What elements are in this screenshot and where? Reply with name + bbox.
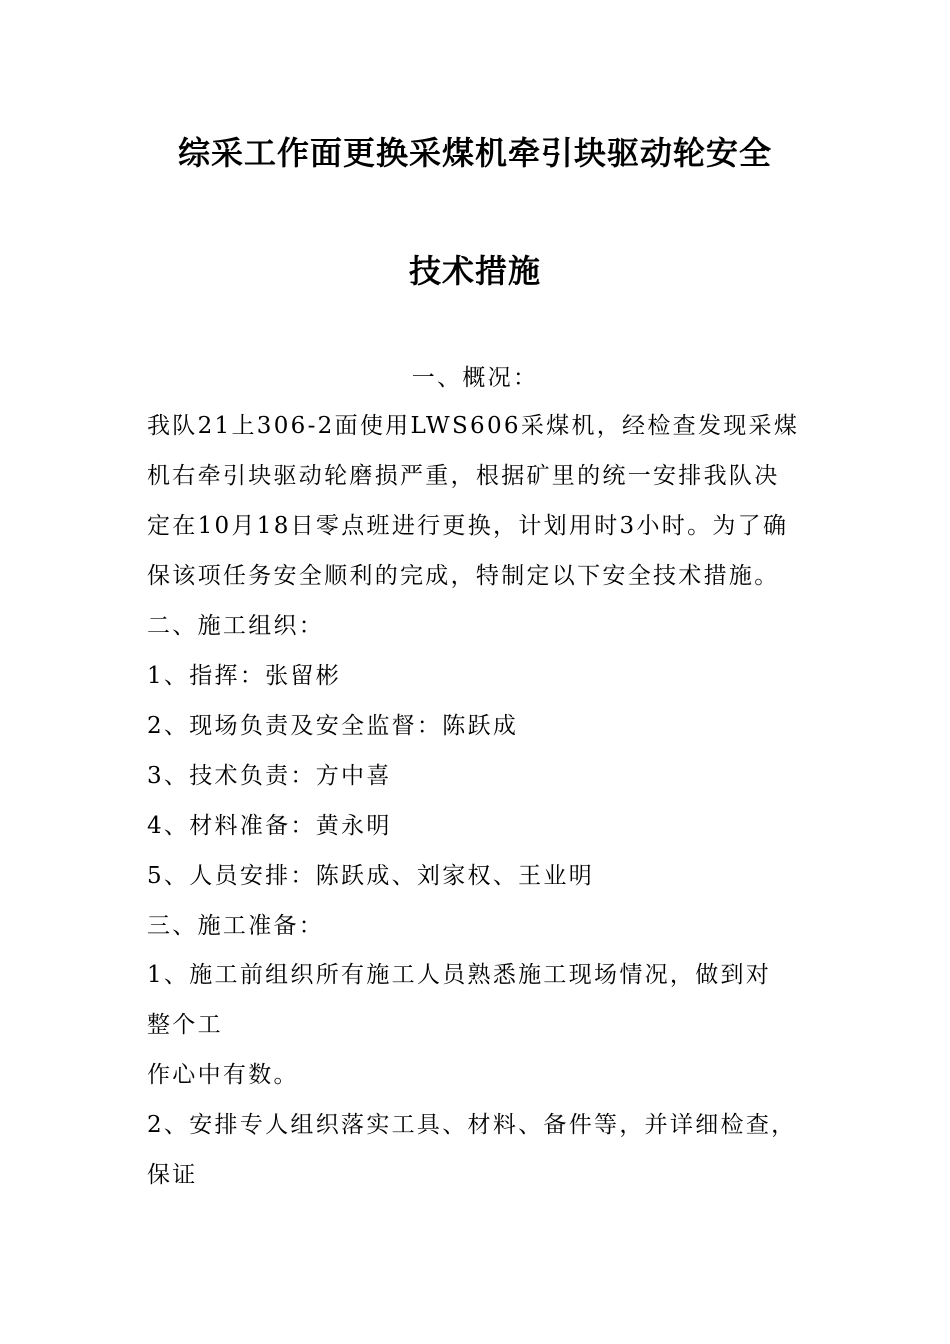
preparation-line-1: 1、施工前组织所有施工人员熟悉施工现场情况，做到对 (147, 962, 772, 988)
organization-item-2: 2、现场负责及安全监督：陈跃成 (147, 713, 519, 739)
preparation-line-2: 整个工 (147, 1012, 223, 1038)
overview-line-1: 我队21上306-2面使用LWS606采煤机，经检查发现采煤 (147, 413, 800, 439)
preparation-line-4: 2、安排专人组织落实工具、材料、备件等，并详细检查， (147, 1112, 797, 1138)
document-title-line-2: 技术措施 (408, 252, 541, 290)
preparation-line-3: 作心中有数。 (147, 1062, 299, 1088)
organization-item-3: 3、技术负责：方中喜 (147, 763, 392, 789)
preparation-line-5: 保证 (147, 1162, 198, 1188)
section-heading-preparation: 三、施工准备： (147, 913, 325, 939)
overview-line-4: 保该项任务安全顺利的完成，特制定以下安全技术措施。 (147, 563, 780, 589)
organization-item-4: 4、材料准备：黄永明 (147, 813, 392, 839)
overview-line-2: 机右牵引块驱动轮磨损严重，根据矿里的统一安排我队决 (147, 463, 780, 489)
document-title-line-1: 综采工作面更换采煤机牵引块驱动轮安全 (177, 134, 772, 172)
overview-line-3: 定在10月18日零点班进行更换，计划用时3小时。为了确 (147, 513, 789, 539)
organization-item-1: 1、指挥：张留彬 (147, 663, 342, 689)
section-heading-organization: 二、施工组织： (147, 613, 325, 639)
section-heading-overview: 一、概况： (411, 365, 539, 391)
organization-item-5: 5、人员安排：陈跃成、刘家权、王业明 (147, 863, 595, 889)
